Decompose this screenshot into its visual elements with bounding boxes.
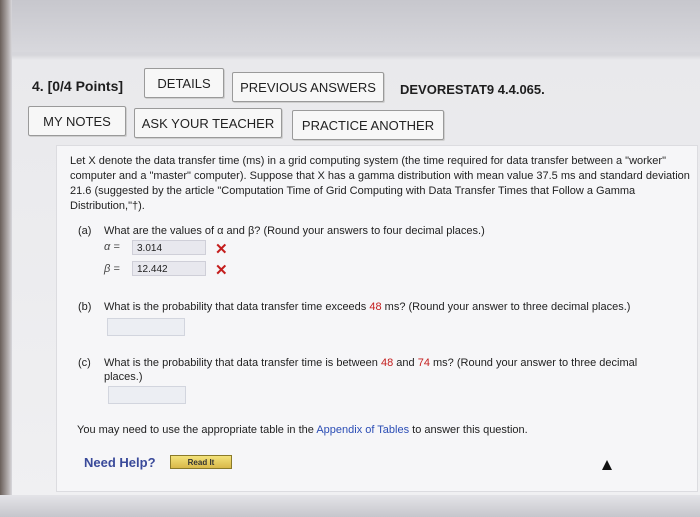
part-b-answer-input[interactable] bbox=[107, 318, 185, 336]
question-number: 4. [0/4 Points] bbox=[32, 78, 124, 94]
appendix-of-tables-link[interactable]: Appendix of Tables bbox=[316, 424, 410, 436]
part-c-text-2: and bbox=[393, 357, 418, 369]
part-c-text-4: places.) bbox=[104, 371, 143, 383]
my-notes-button[interactable]: MY NOTES bbox=[28, 106, 126, 136]
need-help-label: Need Help? bbox=[84, 455, 156, 470]
alpha-symbol: α = bbox=[104, 241, 120, 253]
alpha-incorrect-icon: ✕ bbox=[215, 241, 228, 258]
alpha-input[interactable]: 3.014 bbox=[132, 240, 206, 255]
part-a-text: What are the values of α and β? (Round your answers to four decimal places.) bbox=[104, 225, 485, 237]
mouse-cursor-icon bbox=[602, 460, 612, 470]
part-c-text-3: ms? (Round your answer to three decimal bbox=[429, 357, 638, 369]
previous-answers-button[interactable]: PREVIOUS ANSWERS bbox=[232, 72, 384, 102]
part-c-label: (c) bbox=[78, 357, 91, 369]
problem-code: DEVORESTAT9 4.4.065. bbox=[400, 82, 545, 97]
part-b-text-before: What is the probability that data transfer time exceeds bbox=[104, 301, 370, 313]
appendix-note-after: to answer this question. bbox=[409, 424, 528, 436]
part-a bbox=[78, 225, 678, 237]
question-intro: Let X denote the data transfer time (ms) in a grid computing system (the time required for data transfer between a "worker" computer and a "master" computer). Suppose that X has a gamma distribution with mean value 37.5 ms and standard deviation 21.6 (suggested by the article "Computation Time of Grid Computing with Data Transfer Times that Follow a Gamma Distribution,"†). bbox=[70, 155, 690, 212]
details-button[interactable]: DETAILS bbox=[144, 68, 224, 98]
appendix-note bbox=[77, 424, 528, 436]
part-b bbox=[78, 301, 678, 313]
part-a-label: (a) bbox=[78, 225, 92, 237]
bottom-shade bbox=[0, 495, 700, 517]
part-c-value-1: 48 bbox=[380, 357, 394, 369]
practice-another-button[interactable]: PRACTICE ANOTHER bbox=[292, 110, 444, 140]
left-edge bbox=[0, 0, 12, 517]
part-c-value-2: 74 bbox=[417, 357, 430, 369]
beta-incorrect-icon: ✕ bbox=[215, 262, 228, 279]
ask-teacher-button[interactable]: ASK YOUR TEACHER bbox=[134, 108, 282, 138]
part-b-label: (b) bbox=[78, 301, 92, 313]
top-strip bbox=[0, 0, 700, 52]
part-b-text-after: ms? (Round your answer to three decimal places.) bbox=[381, 301, 631, 313]
beta-symbol: β = bbox=[104, 263, 120, 275]
part-c-text-1: What is the probability that data transfer time is between bbox=[104, 357, 381, 369]
read-it-button[interactable]: Read It bbox=[170, 455, 232, 469]
part-c-answer-input[interactable] bbox=[108, 386, 186, 404]
part-b-value: 48 bbox=[369, 301, 382, 313]
beta-input[interactable]: 12.442 bbox=[132, 261, 206, 276]
part-c bbox=[78, 356, 678, 384]
appendix-note-before: You may need to use the appropriate table in the bbox=[77, 424, 317, 436]
